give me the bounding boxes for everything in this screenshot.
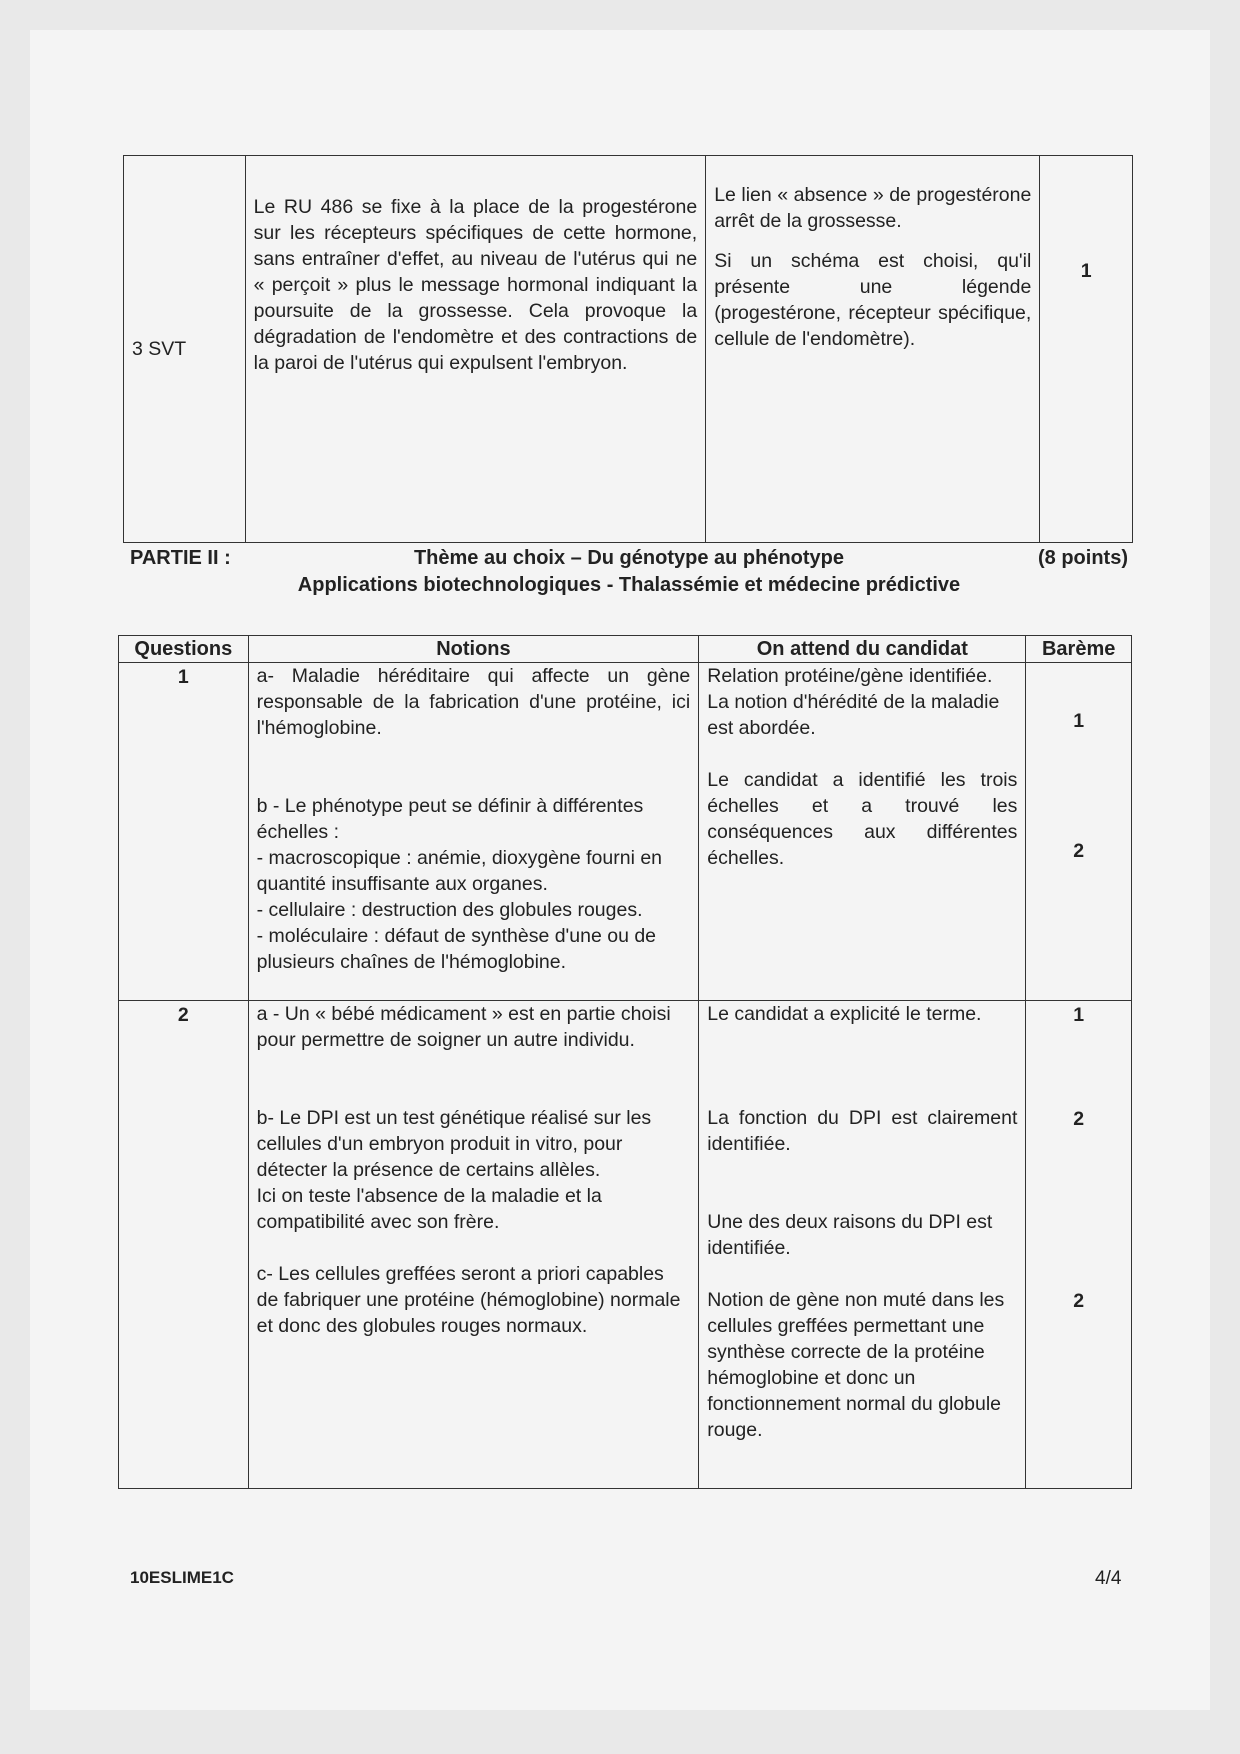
- top-correction-table: [123, 155, 1133, 543]
- notion-text: c- Les cellules greffées seront a priori capables de fabriquer une protéine (hémoglobine) normale et donc des globules rouges normaux.: [256, 1263, 681, 1337]
- table-header-row: [119, 636, 1132, 663]
- table-row: [119, 663, 1132, 1001]
- notion-text: - macroscopique : anémie, dioxygène fourni en quantité insuffisante aux organes.: [256, 847, 663, 895]
- bareme-value: 2: [1073, 1290, 1085, 1312]
- question-number: 1: [119, 663, 249, 1001]
- bareme-value: 2: [1073, 1108, 1085, 1130]
- bareme-value: 1: [1073, 1004, 1085, 1026]
- points-label: (8 points): [1038, 547, 1128, 569]
- notion-text: - moléculaire : défaut de synthèse d'une ou de plusieurs chaînes de l'hémoglobine.: [256, 925, 657, 973]
- expected-cell: [699, 663, 1026, 1001]
- expected-cell: [699, 1001, 1026, 1489]
- applications-subtitle: Applications biotechnologiques - Thalassémie et médecine prédictive: [297, 574, 961, 596]
- expected-text: La notion d'hérédité de la maladie est abordée.: [707, 691, 1000, 739]
- notion-cell: [248, 1001, 699, 1489]
- table-row: [119, 1001, 1132, 1489]
- header-expected: On attend du candidat: [699, 636, 1026, 663]
- notion-text: b- Le DPI est un test génétique réalisé sur les cellules d'un embryon produit in vitro, pour détecter la présence de certains allèles.: [256, 1107, 652, 1181]
- expected-text: Notion de gène non muté dans les cellules greffées permettant une synthèse correcte de la protéine hémoglobine et donc un fonctionnement normal du globule rouge.: [707, 1289, 1005, 1441]
- expected-text: Le candidat a identifié les trois échelles et a trouvé les conséquences aux différentes échelles.: [707, 769, 1018, 869]
- notion-text: Ici on teste l'absence de la maladie et la compatibilité avec son frère.: [256, 1185, 602, 1233]
- expected-text: Une des deux raisons du DPI est identifiée.: [707, 1211, 993, 1259]
- question-number: 2: [119, 1001, 249, 1489]
- header-questions: Questions: [119, 636, 249, 663]
- expected-cell: [706, 156, 1040, 543]
- notion-text: b - Le phénotype peut se définir à différentes échelles :: [256, 795, 644, 843]
- question-cell: 3 SVT: [124, 156, 246, 543]
- expected-text: Le lien « absence » de progestérone arrêt de la grossesse.: [714, 184, 1032, 232]
- bareme-cell: [1026, 663, 1132, 1001]
- document-code: 10ESLIME1C: [130, 1568, 234, 1587]
- notion-cell: Le RU 486 se fixe à la place de la progestérone sur les récepteurs spécifiques de cette hormone, sans entraîner d'effet, au niveau de l'utérus qui ne « perçoit » plus le message hormonal indiquant la poursuite de la grossesse. Cela provoque la dégradation de l'endomètre et des contractions de la paroi de l'utérus qui expulsent l'embryon.: [245, 156, 706, 543]
- page-number: 4/4: [1095, 1568, 1122, 1589]
- notion-cell: [248, 663, 699, 1001]
- expected-text: Relation protéine/gène identifiée.: [707, 665, 993, 687]
- notion-text: a - Un « bébé médicament » est en partie choisi pour permettre de soigner un autre individu.: [256, 1003, 671, 1051]
- bareme-cell: [1026, 1001, 1132, 1489]
- theme-title: Thème au choix – Du génotype au phénotype: [413, 547, 845, 569]
- notion-text: a- Maladie héréditaire qui affecte un gène responsable de la fabrication d'une protéine, ici l'hémoglobine.: [256, 665, 691, 739]
- expected-text: Le candidat a explicité le terme.: [707, 1003, 982, 1025]
- table-row: [124, 156, 1133, 543]
- header-notions: Notions: [248, 636, 699, 663]
- partie-label: PARTIE II :: [130, 547, 231, 569]
- grading-table: [118, 635, 1132, 1489]
- expected-text: La fonction du DPI est clairement identifiée.: [707, 1107, 1018, 1155]
- bareme-value: 1: [1073, 710, 1085, 732]
- expected-text: Si un schéma est choisi, qu'il présente une légende (progestérone, récepteur spécifique, cellule de l'endomètre).: [714, 250, 1032, 350]
- header-bareme: Barème: [1026, 636, 1132, 663]
- bareme-cell: 1: [1040, 156, 1133, 543]
- notion-text: - cellulaire : destruction des globules rouges.: [256, 899, 643, 921]
- bareme-value: 2: [1073, 840, 1085, 862]
